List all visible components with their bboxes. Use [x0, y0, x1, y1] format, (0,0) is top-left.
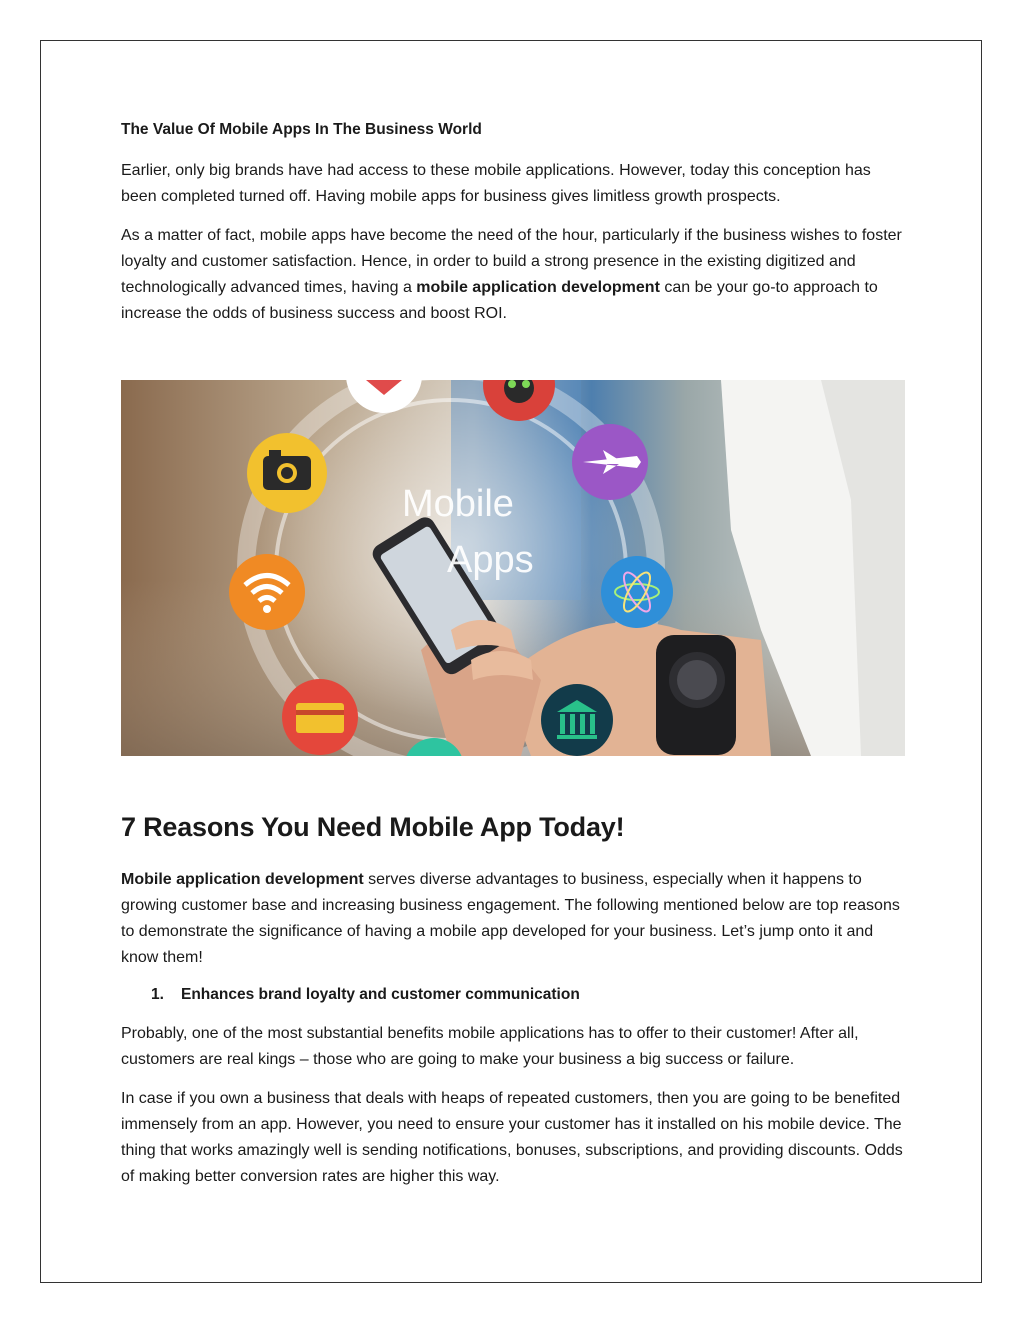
paragraph-value: [121, 223, 906, 327]
atom-icon: [601, 556, 673, 628]
bold-keyword: Mobile application development: [121, 871, 364, 888]
paragraph-reasons: [121, 867, 906, 971]
hero-text-line2: Apps: [447, 539, 534, 581]
hero-text-line1: Mobile: [402, 483, 514, 525]
paragraph-intro: Earlier, only big brands have had access to these mobile applications. However, today this conception has been completed turned off. Having mobile apps for business gives limitless growth prospects.: [121, 162, 871, 205]
main-heading: 7 Reasons You Need Mobile App Today!: [121, 812, 625, 842]
camera-icon: [247, 433, 327, 513]
list-text: Enhances brand loyalty and customer communication: [181, 986, 580, 1003]
paragraph-text: serves diverse advantages to business, especially when it happens to growing customer base and increasing business engagement. The following mentioned below are top reasons to demonstrate the significance of having a mobile app developed for your business. Let’s jump onto it and know them!: [121, 871, 900, 966]
paragraph-benefits: Probably, one of the most substantial benefits mobile applications has to offer to their customer! After all, customers are real kings – those who are going to make your business a big success or failure.: [121, 1025, 859, 1068]
bold-keyword: mobile application development: [416, 279, 660, 296]
wifi-icon: [229, 554, 305, 630]
paragraph-text: can be your go-to approach to increase the odds of business success and boost ROI.: [121, 279, 878, 322]
list-number: 1.: [151, 986, 164, 1003]
mobile-apps-image: [121, 380, 905, 756]
airplane-icon: [572, 424, 648, 500]
paragraph-text: As a matter of fact, mobile apps have become the need of the hour, particularly if the business wishes to foster loyalty and customer satisfaction. Hence, in order to build a strong presence in the existing digitized and technologically advanced times, having a: [121, 227, 902, 296]
card-icon: [282, 679, 358, 755]
section-heading: The Value Of Mobile Apps In The Business World: [121, 121, 482, 138]
bank-icon: [541, 684, 613, 756]
paragraph-customers: In case if you own a business that deals with heaps of repeated customers, then you are going to be benefited immensely from an app. However, you need to ensure your customer has it installed on his mobile device. The thing that works amazingly well is sending notifications, bonuses, subscriptions, and providing discounts. Odds of making better conversion rates are higher this way.: [121, 1090, 903, 1185]
list-item: [151, 986, 580, 1004]
